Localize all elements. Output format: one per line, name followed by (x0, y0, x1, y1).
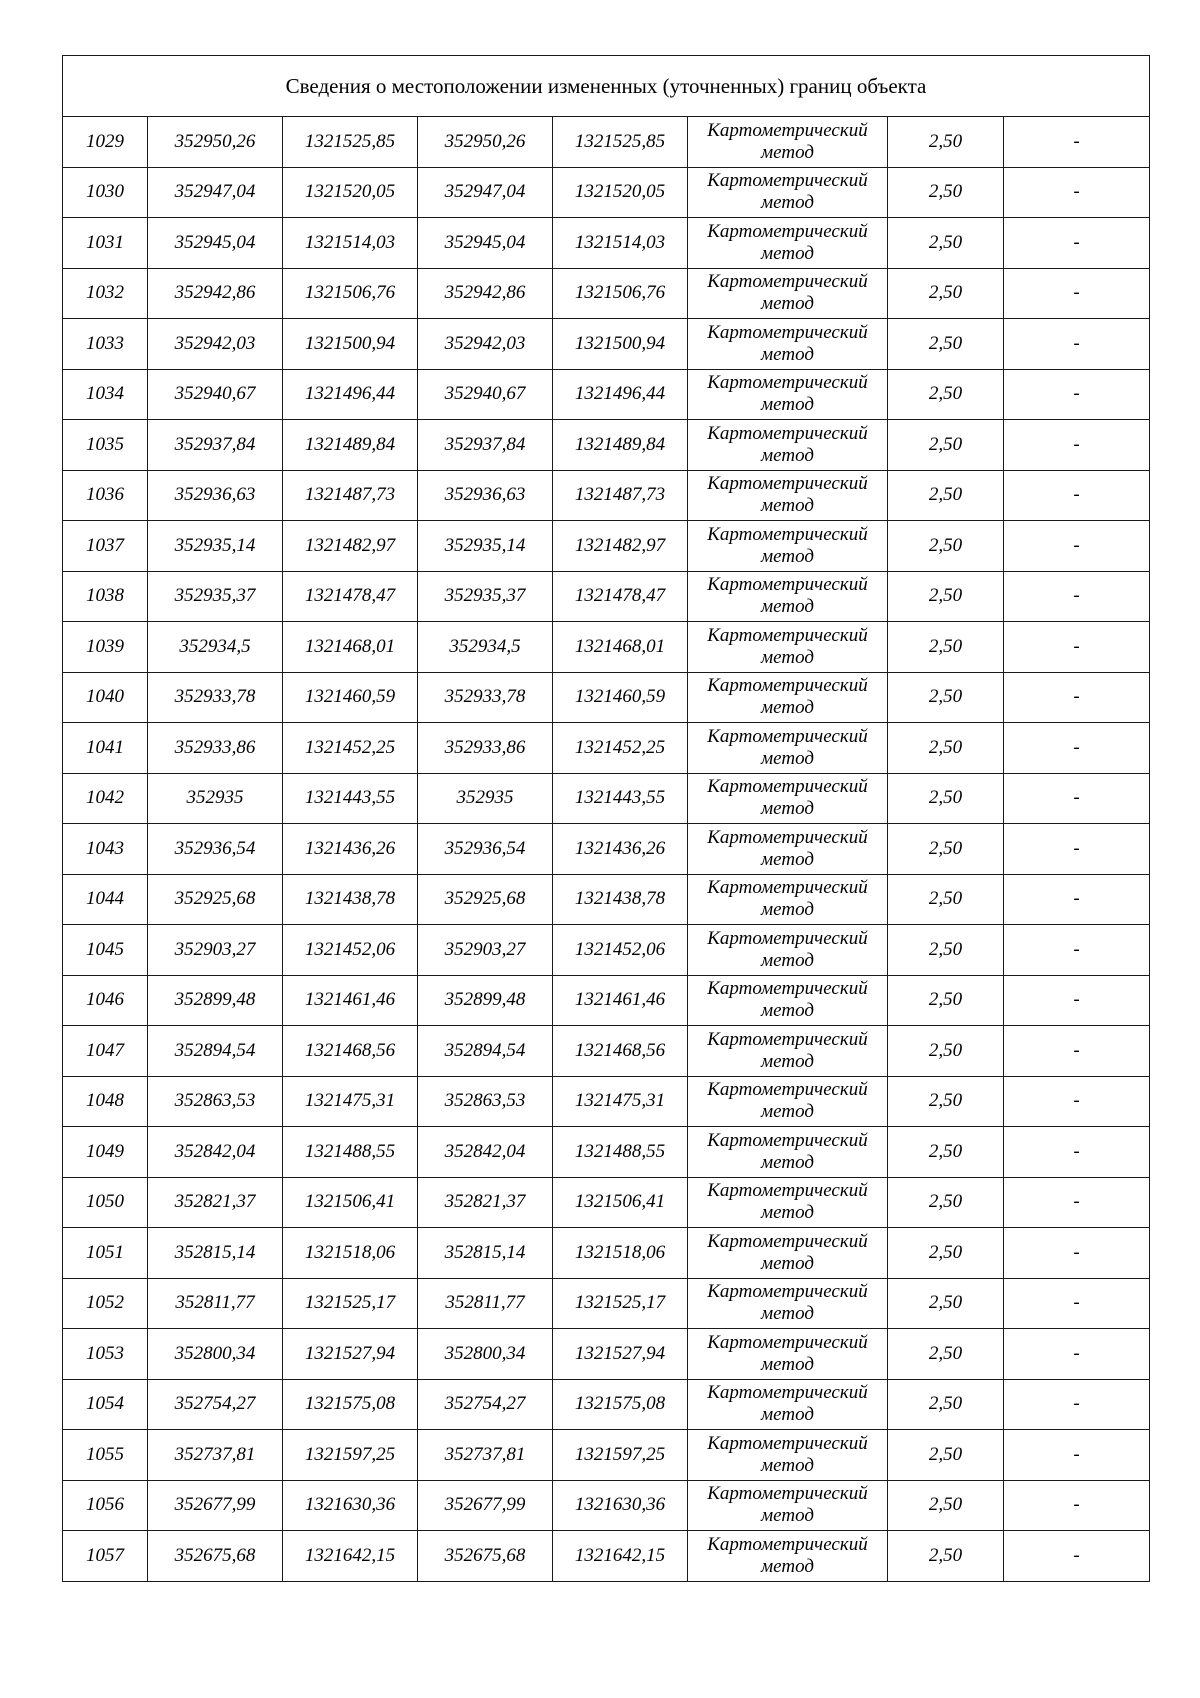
existing-y-cell: 1321496,44 (283, 369, 418, 420)
note-cell: - (1004, 521, 1150, 572)
existing-y-cell: 1321436,26 (283, 824, 418, 875)
refined-x-cell: 352942,86 (418, 268, 553, 319)
point-number-cell: 1046 (63, 975, 148, 1026)
existing-x-cell: 352936,63 (148, 470, 283, 521)
existing-x-cell: 352945,04 (148, 218, 283, 269)
refined-x-cell: 352942,03 (418, 319, 553, 370)
table-row (63, 218, 1150, 269)
refined-x-cell: 352903,27 (418, 925, 553, 976)
point-number-cell: 1052 (63, 1278, 148, 1329)
refined-y-cell: 1321478,47 (553, 571, 688, 622)
existing-y-cell: 1321468,01 (283, 622, 418, 673)
point-number-cell: 1050 (63, 1177, 148, 1228)
table-row (63, 824, 1150, 875)
accuracy-cell: 2,50 (888, 622, 1004, 673)
refined-x-cell: 352936,54 (418, 824, 553, 875)
existing-x-cell: 352894,54 (148, 1026, 283, 1077)
refined-y-cell: 1321506,76 (553, 268, 688, 319)
note-cell: - (1004, 1228, 1150, 1279)
existing-x-cell: 352935 (148, 773, 283, 824)
note-cell: - (1004, 622, 1150, 673)
existing-y-cell: 1321642,15 (283, 1531, 418, 1582)
note-cell: - (1004, 1379, 1150, 1430)
note-cell: - (1004, 672, 1150, 723)
method-cell: Картометрический метод (688, 1430, 888, 1481)
table-row (63, 117, 1150, 168)
refined-y-cell: 1321438,78 (553, 874, 688, 925)
accuracy-cell: 2,50 (888, 167, 1004, 218)
point-number-cell: 1040 (63, 672, 148, 723)
refined-x-cell: 352935,14 (418, 521, 553, 572)
accuracy-cell: 2,50 (888, 218, 1004, 269)
point-number-cell: 1039 (63, 622, 148, 673)
refined-x-cell: 352754,27 (418, 1379, 553, 1430)
table-row (63, 521, 1150, 572)
existing-y-cell: 1321443,55 (283, 773, 418, 824)
note-cell: - (1004, 1177, 1150, 1228)
table-row (63, 571, 1150, 622)
method-cell: Картометрический метод (688, 773, 888, 824)
existing-x-cell: 352842,04 (148, 1127, 283, 1178)
note-cell: - (1004, 1127, 1150, 1178)
refined-x-cell: 352936,63 (418, 470, 553, 521)
refined-x-cell: 352899,48 (418, 975, 553, 1026)
existing-x-cell: 352800,34 (148, 1329, 283, 1380)
refined-y-cell: 1321461,46 (553, 975, 688, 1026)
point-number-cell: 1032 (63, 268, 148, 319)
note-cell: - (1004, 1026, 1150, 1077)
refined-x-cell: 352811,77 (418, 1278, 553, 1329)
refined-x-cell: 352842,04 (418, 1127, 553, 1178)
table-row (63, 1430, 1150, 1481)
existing-x-cell: 352934,5 (148, 622, 283, 673)
note-cell: - (1004, 268, 1150, 319)
table-row (63, 1278, 1150, 1329)
refined-y-cell: 1321475,31 (553, 1076, 688, 1127)
refined-y-cell: 1321443,55 (553, 773, 688, 824)
method-cell: Картометрический метод (688, 319, 888, 370)
existing-y-cell: 1321475,31 (283, 1076, 418, 1127)
table-row (63, 874, 1150, 925)
refined-x-cell: 352925,68 (418, 874, 553, 925)
point-number-cell: 1042 (63, 773, 148, 824)
existing-y-cell: 1321597,25 (283, 1430, 418, 1481)
method-cell: Картометрический метод (688, 1480, 888, 1531)
point-number-cell: 1056 (63, 1480, 148, 1531)
table-row (63, 268, 1150, 319)
refined-y-cell: 1321436,26 (553, 824, 688, 875)
existing-x-cell: 352899,48 (148, 975, 283, 1026)
refined-y-cell: 1321630,36 (553, 1480, 688, 1531)
note-cell: - (1004, 1430, 1150, 1481)
method-cell: Картометрический метод (688, 1076, 888, 1127)
refined-x-cell: 352937,84 (418, 420, 553, 471)
refined-y-cell: 1321514,03 (553, 218, 688, 269)
refined-y-cell: 1321506,41 (553, 1177, 688, 1228)
table-row (63, 1076, 1150, 1127)
existing-y-cell: 1321468,56 (283, 1026, 418, 1077)
method-cell: Картометрический метод (688, 369, 888, 420)
point-number-cell: 1044 (63, 874, 148, 925)
refined-x-cell: 352940,67 (418, 369, 553, 420)
method-cell: Картометрический метод (688, 975, 888, 1026)
point-number-cell: 1055 (63, 1430, 148, 1481)
point-number-cell: 1030 (63, 167, 148, 218)
accuracy-cell: 2,50 (888, 470, 1004, 521)
note-cell: - (1004, 925, 1150, 976)
existing-y-cell: 1321487,73 (283, 470, 418, 521)
refined-y-cell: 1321452,25 (553, 723, 688, 774)
accuracy-cell: 2,50 (888, 319, 1004, 370)
point-number-cell: 1033 (63, 319, 148, 370)
method-cell: Картометрический метод (688, 117, 888, 168)
method-cell: Картометрический метод (688, 521, 888, 572)
existing-x-cell: 352942,86 (148, 268, 283, 319)
table-row (63, 975, 1150, 1026)
table-row (63, 1329, 1150, 1380)
accuracy-cell: 2,50 (888, 369, 1004, 420)
point-number-cell: 1036 (63, 470, 148, 521)
method-cell: Картометрический метод (688, 723, 888, 774)
table-row (63, 1026, 1150, 1077)
existing-x-cell: 352935,37 (148, 571, 283, 622)
note-cell: - (1004, 218, 1150, 269)
table-row (63, 369, 1150, 420)
accuracy-cell: 2,50 (888, 1228, 1004, 1279)
table-row (63, 1177, 1150, 1228)
refined-y-cell: 1321525,85 (553, 117, 688, 168)
existing-y-cell: 1321478,47 (283, 571, 418, 622)
refined-x-cell: 352815,14 (418, 1228, 553, 1279)
table-row (63, 773, 1150, 824)
existing-x-cell: 352821,37 (148, 1177, 283, 1228)
refined-y-cell: 1321642,15 (553, 1531, 688, 1582)
method-cell: Картометрический метод (688, 874, 888, 925)
accuracy-cell: 2,50 (888, 1076, 1004, 1127)
table-row (63, 672, 1150, 723)
refined-y-cell: 1321527,94 (553, 1329, 688, 1380)
method-cell: Картометрический метод (688, 824, 888, 875)
method-cell: Картометрический метод (688, 218, 888, 269)
refined-y-cell: 1321500,94 (553, 319, 688, 370)
point-number-cell: 1035 (63, 420, 148, 471)
point-number-cell: 1053 (63, 1329, 148, 1380)
existing-y-cell: 1321482,97 (283, 521, 418, 572)
method-cell: Картометрический метод (688, 925, 888, 976)
point-number-cell: 1029 (63, 117, 148, 168)
point-number-cell: 1031 (63, 218, 148, 269)
existing-x-cell: 352863,53 (148, 1076, 283, 1127)
accuracy-cell: 2,50 (888, 1480, 1004, 1531)
refined-x-cell: 352950,26 (418, 117, 553, 168)
note-cell: - (1004, 824, 1150, 875)
refined-y-cell: 1321460,59 (553, 672, 688, 723)
refined-x-cell: 352677,99 (418, 1480, 553, 1531)
table-title: Сведения о местоположении измененных (уточненных) границ объекта (63, 56, 1150, 117)
note-cell: - (1004, 1329, 1150, 1380)
existing-y-cell: 1321452,25 (283, 723, 418, 774)
note-cell: - (1004, 420, 1150, 471)
accuracy-cell: 2,50 (888, 571, 1004, 622)
point-number-cell: 1051 (63, 1228, 148, 1279)
refined-x-cell: 352935 (418, 773, 553, 824)
table-row (63, 1228, 1150, 1279)
note-cell: - (1004, 167, 1150, 218)
point-number-cell: 1047 (63, 1026, 148, 1077)
accuracy-cell: 2,50 (888, 1127, 1004, 1178)
existing-y-cell: 1321506,76 (283, 268, 418, 319)
note-cell: - (1004, 773, 1150, 824)
existing-y-cell: 1321488,55 (283, 1127, 418, 1178)
point-number-cell: 1054 (63, 1379, 148, 1430)
refined-y-cell: 1321520,05 (553, 167, 688, 218)
existing-y-cell: 1321527,94 (283, 1329, 418, 1380)
refined-y-cell: 1321468,56 (553, 1026, 688, 1077)
method-cell: Картометрический метод (688, 1278, 888, 1329)
note-cell: - (1004, 117, 1150, 168)
point-number-cell: 1034 (63, 369, 148, 420)
point-number-cell: 1038 (63, 571, 148, 622)
note-cell: - (1004, 470, 1150, 521)
refined-y-cell: 1321597,25 (553, 1430, 688, 1481)
note-cell: - (1004, 874, 1150, 925)
existing-x-cell: 352925,68 (148, 874, 283, 925)
existing-y-cell: 1321438,78 (283, 874, 418, 925)
point-number-cell: 1043 (63, 824, 148, 875)
accuracy-cell: 2,50 (888, 874, 1004, 925)
accuracy-cell: 2,50 (888, 1177, 1004, 1228)
existing-y-cell: 1321461,46 (283, 975, 418, 1026)
accuracy-cell: 2,50 (888, 1329, 1004, 1380)
refined-y-cell: 1321525,17 (553, 1278, 688, 1329)
accuracy-cell: 2,50 (888, 1379, 1004, 1430)
accuracy-cell: 2,50 (888, 1430, 1004, 1481)
method-cell: Картометрический метод (688, 1026, 888, 1077)
accuracy-cell: 2,50 (888, 1278, 1004, 1329)
table-row (63, 420, 1150, 471)
table-row (63, 167, 1150, 218)
existing-y-cell: 1321525,85 (283, 117, 418, 168)
note-cell: - (1004, 975, 1150, 1026)
accuracy-cell: 2,50 (888, 975, 1004, 1026)
refined-x-cell: 352800,34 (418, 1329, 553, 1380)
existing-y-cell: 1321514,03 (283, 218, 418, 269)
refined-x-cell: 352933,78 (418, 672, 553, 723)
accuracy-cell: 2,50 (888, 824, 1004, 875)
note-cell: - (1004, 319, 1150, 370)
accuracy-cell: 2,50 (888, 268, 1004, 319)
existing-x-cell: 352811,77 (148, 1278, 283, 1329)
refined-x-cell: 352675,68 (418, 1531, 553, 1582)
table-row (63, 1379, 1150, 1430)
method-cell: Картометрический метод (688, 470, 888, 521)
accuracy-cell: 2,50 (888, 723, 1004, 774)
point-number-cell: 1057 (63, 1531, 148, 1582)
refined-x-cell: 352863,53 (418, 1076, 553, 1127)
existing-x-cell: 352936,54 (148, 824, 283, 875)
refined-y-cell: 1321482,97 (553, 521, 688, 572)
method-cell: Картометрический метод (688, 1228, 888, 1279)
existing-x-cell: 352933,86 (148, 723, 283, 774)
refined-y-cell: 1321488,55 (553, 1127, 688, 1178)
accuracy-cell: 2,50 (888, 1531, 1004, 1582)
method-cell: Картометрический метод (688, 268, 888, 319)
refined-y-cell: 1321489,84 (553, 420, 688, 471)
existing-x-cell: 352903,27 (148, 925, 283, 976)
method-cell: Картометрический метод (688, 622, 888, 673)
coordinates-table (62, 55, 1150, 1582)
refined-x-cell: 352947,04 (418, 167, 553, 218)
method-cell: Картометрический метод (688, 672, 888, 723)
accuracy-cell: 2,50 (888, 521, 1004, 572)
existing-y-cell: 1321452,06 (283, 925, 418, 976)
accuracy-cell: 2,50 (888, 1026, 1004, 1077)
accuracy-cell: 2,50 (888, 420, 1004, 471)
existing-y-cell: 1321525,17 (283, 1278, 418, 1329)
accuracy-cell: 2,50 (888, 773, 1004, 824)
method-cell: Картометрический метод (688, 1531, 888, 1582)
refined-y-cell: 1321487,73 (553, 470, 688, 521)
point-number-cell: 1045 (63, 925, 148, 976)
note-cell: - (1004, 369, 1150, 420)
accuracy-cell: 2,50 (888, 672, 1004, 723)
refined-y-cell: 1321452,06 (553, 925, 688, 976)
existing-x-cell: 352737,81 (148, 1430, 283, 1481)
point-number-cell: 1048 (63, 1076, 148, 1127)
method-cell: Картометрический метод (688, 420, 888, 471)
note-cell: - (1004, 571, 1150, 622)
existing-y-cell: 1321575,08 (283, 1379, 418, 1430)
refined-x-cell: 352737,81 (418, 1430, 553, 1481)
note-cell: - (1004, 1076, 1150, 1127)
note-cell: - (1004, 1278, 1150, 1329)
refined-y-cell: 1321518,06 (553, 1228, 688, 1279)
existing-x-cell: 352933,78 (148, 672, 283, 723)
method-cell: Картометрический метод (688, 1329, 888, 1380)
existing-y-cell: 1321489,84 (283, 420, 418, 471)
method-cell: Картометрический метод (688, 167, 888, 218)
note-cell: - (1004, 1480, 1150, 1531)
existing-y-cell: 1321506,41 (283, 1177, 418, 1228)
refined-x-cell: 352933,86 (418, 723, 553, 774)
existing-y-cell: 1321630,36 (283, 1480, 418, 1531)
table-row (63, 1480, 1150, 1531)
table-row (63, 723, 1150, 774)
table-body (63, 56, 1150, 1582)
method-cell: Картометрический метод (688, 1127, 888, 1178)
table-row (63, 1531, 1150, 1582)
existing-y-cell: 1321518,06 (283, 1228, 418, 1279)
method-cell: Картометрический метод (688, 571, 888, 622)
refined-y-cell: 1321496,44 (553, 369, 688, 420)
point-number-cell: 1049 (63, 1127, 148, 1178)
refined-x-cell: 352935,37 (418, 571, 553, 622)
existing-x-cell: 352935,14 (148, 521, 283, 572)
note-cell: - (1004, 1531, 1150, 1582)
refined-x-cell: 352894,54 (418, 1026, 553, 1077)
refined-y-cell: 1321468,01 (553, 622, 688, 673)
existing-y-cell: 1321460,59 (283, 672, 418, 723)
table-title-row (63, 56, 1150, 117)
note-cell: - (1004, 723, 1150, 774)
existing-x-cell: 352937,84 (148, 420, 283, 471)
accuracy-cell: 2,50 (888, 117, 1004, 168)
existing-x-cell: 352675,68 (148, 1531, 283, 1582)
existing-x-cell: 352950,26 (148, 117, 283, 168)
table-row (63, 319, 1150, 370)
existing-x-cell: 352677,99 (148, 1480, 283, 1531)
point-number-cell: 1041 (63, 723, 148, 774)
refined-y-cell: 1321575,08 (553, 1379, 688, 1430)
refined-x-cell: 352934,5 (418, 622, 553, 673)
existing-x-cell: 352942,03 (148, 319, 283, 370)
existing-x-cell: 352754,27 (148, 1379, 283, 1430)
existing-x-cell: 352947,04 (148, 167, 283, 218)
existing-x-cell: 352940,67 (148, 369, 283, 420)
table-row (63, 925, 1150, 976)
accuracy-cell: 2,50 (888, 925, 1004, 976)
table-row (63, 470, 1150, 521)
existing-x-cell: 352815,14 (148, 1228, 283, 1279)
method-cell: Картометрический метод (688, 1379, 888, 1430)
method-cell: Картометрический метод (688, 1177, 888, 1228)
existing-y-cell: 1321500,94 (283, 319, 418, 370)
refined-x-cell: 352821,37 (418, 1177, 553, 1228)
existing-y-cell: 1321520,05 (283, 167, 418, 218)
refined-x-cell: 352945,04 (418, 218, 553, 269)
table-row (63, 1127, 1150, 1178)
table-row (63, 622, 1150, 673)
point-number-cell: 1037 (63, 521, 148, 572)
